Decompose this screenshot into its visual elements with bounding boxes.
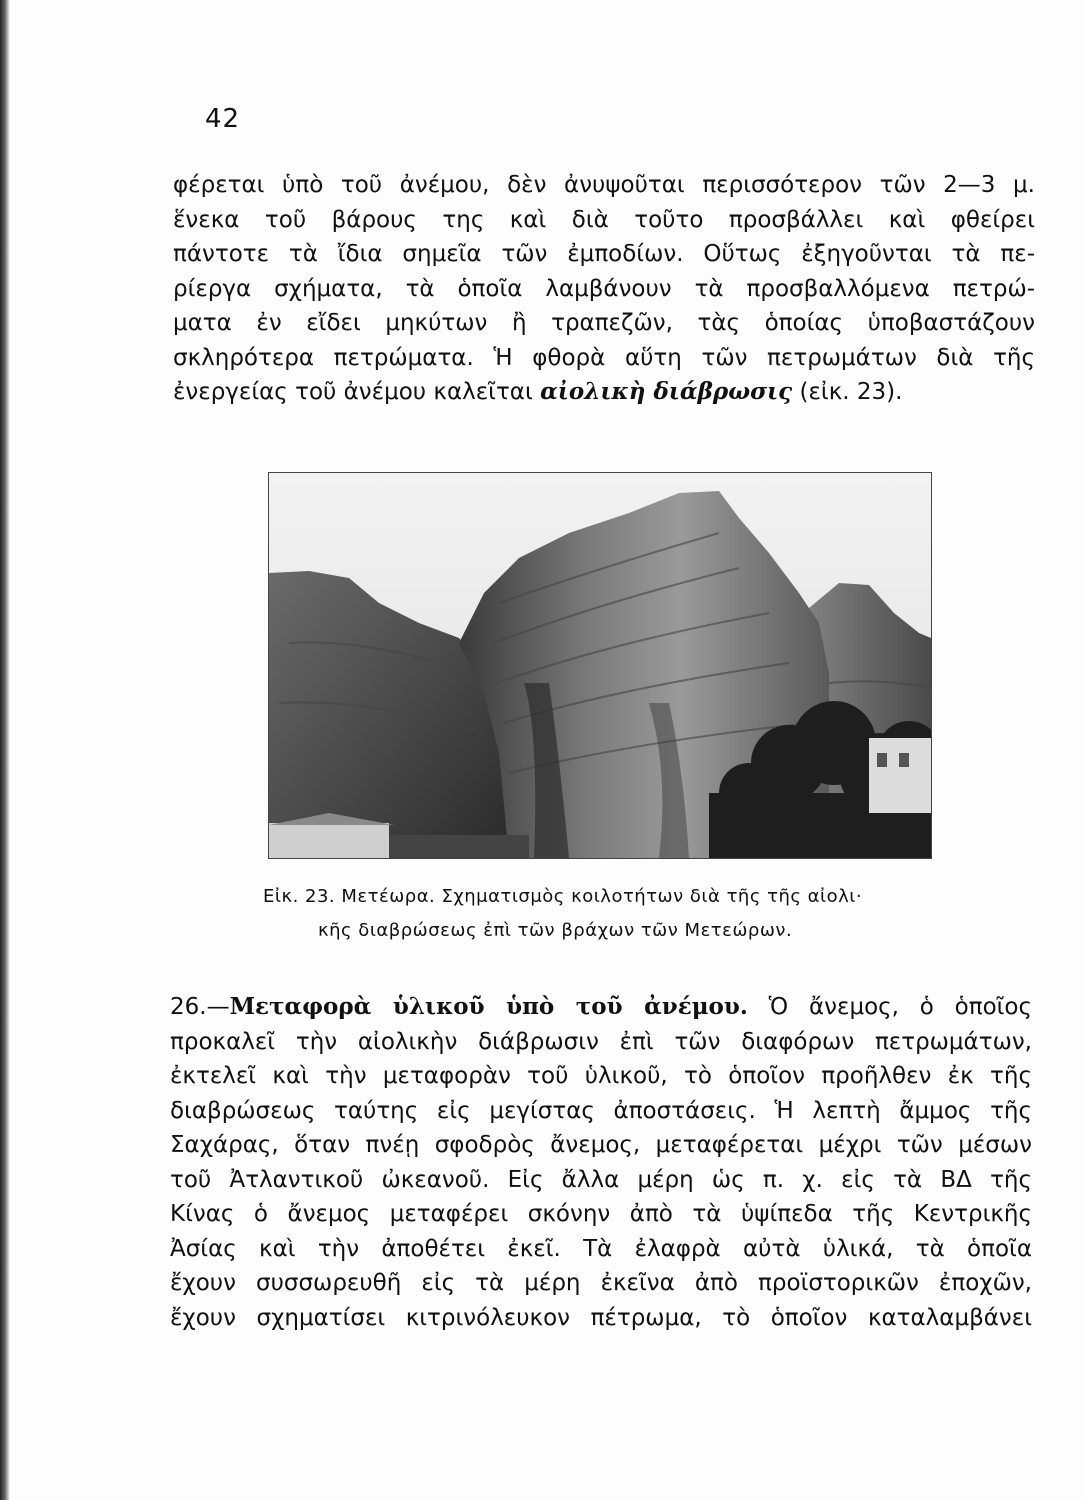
text-fragment: Ὁ ἄνεμος, ὁ ὁποῖος xyxy=(768,994,1033,1020)
photo-illustration xyxy=(269,473,931,858)
text-line: Κίνας ὁ ἄνεμος μεταφέρει σκόνην ἀπὸ τὰ ὑψίπεδα τῆς Κεντρικῆς xyxy=(170,1201,1032,1227)
caption-line: κῆς διαβρώσεως ἐπὶ τῶν βράχων τῶν Μετεώρων. xyxy=(318,920,793,941)
text-line: ματα ἐν εἴδει μηκύτων ἢ τραπεζῶν, τὰς ὁποίας ὑποβαστάζουν xyxy=(173,310,1035,336)
section-heading-line xyxy=(170,990,1032,1025)
page-number: 42 xyxy=(205,104,241,134)
text-line: σκληρότερα πετρώματα. Ἡ φθορὰ αὕτη τῶν πετρωμάτων διὰ τῆς xyxy=(173,344,1035,371)
text-line: Ἀσίας καὶ τὴν ἀποθέτει ἐκεῖ. Τὰ ἐλαφρὰ αὐτὰ ὑλικά, τὰ ὁποῖα xyxy=(170,1235,1032,1262)
caption-line: Εἰκ. 23. Μετέωρα. Σχηματισμὸς κοιλοτήτων διὰ τῆς τῆς αἰολι· xyxy=(263,886,863,907)
text-line: ἕνεκα τοῦ βάρους της καὶ διὰ τοῦτο προσβάλλει καὶ φθείρει xyxy=(173,206,1035,233)
text-line: προκαλεῖ τὴν αἰολικὴν διάβρωσιν ἐπὶ τῶν διαφόρων πετρωμάτων, xyxy=(170,1028,1032,1055)
text-fragment: ἐνεργείας τοῦ ἀνέμου καλεῖται xyxy=(173,379,533,405)
section-paragraph xyxy=(170,990,1032,1335)
text-line: διαβρώσεως ταύτης εἰς μεγίστας ἀποστάσεις. Ἡ λεπτὴ ἄμμος τῆς xyxy=(170,1097,1032,1124)
section-number: 26.— xyxy=(170,994,230,1020)
text-line: τοῦ Ἀτλαντικοῦ ὠκεανοῦ. Εἰς ἄλλα μέρη ὡς π. χ. εἰς τὰ ΒΔ τῆς xyxy=(170,1166,1032,1193)
figure-caption xyxy=(263,880,963,948)
top-paragraph xyxy=(173,168,1035,410)
text-line: ἐκτελεῖ καὶ τὴν μεταφορὰν τοῦ ὑλικοῦ, τὸ ὁποῖον προῆλθεν ἐκ τῆς xyxy=(170,1063,1032,1089)
binding-shadow xyxy=(0,0,10,1500)
text-line: ἔχουν συσσωρευθῆ εἰς τὰ μέρη ἐκεῖνα ἀπὸ προϊστορικῶν ἐποχῶν, xyxy=(170,1270,1032,1296)
text-fragment: (εἰκ. 23). xyxy=(799,379,903,405)
emphasized-term: αἰολικὴ διάβρωσις xyxy=(540,378,793,405)
section-heading: Μεταφορὰ ὑλικοῦ ὑπὸ τοῦ ἀνέμου. xyxy=(229,993,748,1020)
text-line: φέρεται ὑπὸ τοῦ ἀνέμου, δὲν ἀνυψοῦται περισσότερον τῶν 2—3 μ. xyxy=(173,172,1035,198)
text-line: Σαχάρας, ὅταν πνέῃ σφοδρὸς ἄνεμος, μεταφέρεται μέχρι τῶν μέσων xyxy=(170,1132,1032,1158)
text-line: πάντοτε τὰ ἴδια σημεῖα τῶν ἐμποδίων. Οὕτως ἐξηγοῦνται τὰ πε- xyxy=(173,241,1035,267)
meteora-rocks-photo xyxy=(268,472,932,859)
text-line-last xyxy=(173,375,1035,410)
text-line: ρίεργα σχήματα, τὰ ὁποῖα λαμβάνουν τὰ προσβαλλόμενα πετρώ- xyxy=(173,275,1035,302)
text-line: ἔχουν σχηματίσει κιτρινόλευκον πέτρωμα, τὸ ὁποῖον καταλαμβάνει xyxy=(170,1304,1032,1331)
